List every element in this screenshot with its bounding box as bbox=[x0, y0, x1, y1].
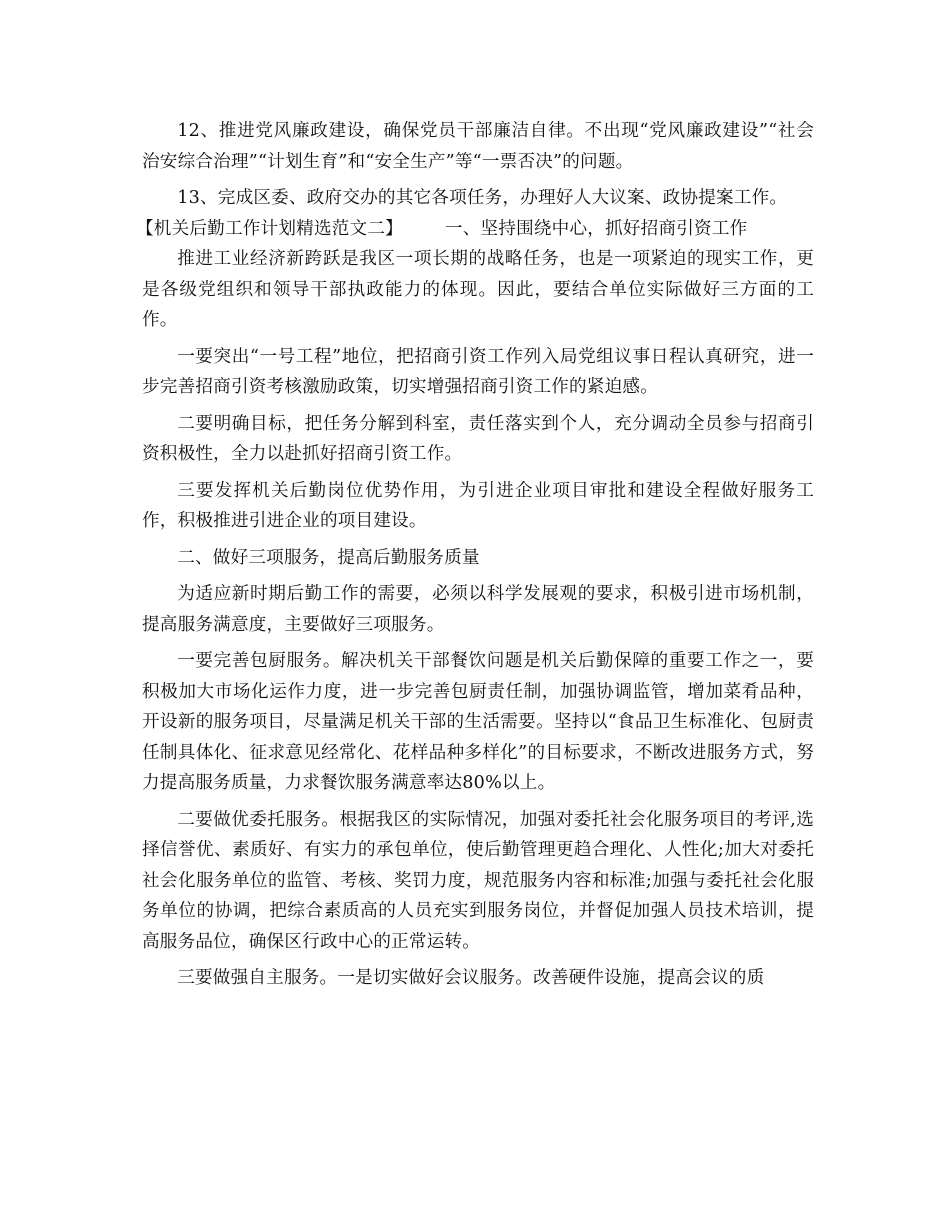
body-paragraph-8: 三要做强自主服务。一是切实做好会议服务。改善硬件设施，提高会议的质 bbox=[177, 968, 765, 988]
paragraph-13: 13、完成区委、政府交办的其它各项任务，办理好人大议案、政协提案工作。 bbox=[177, 188, 788, 208]
body-paragraph-2: 一要突出“一号工程”地位，把招商引资工作列入局党组议事日程认真研究，进一步完善招商引资考核激励政策，切实增强招商引资工作的紧迫感。 bbox=[142, 346, 814, 397]
body-paragraph-3: 二要明确目标，把任务分解到科室，责任落实到个人，充分调动全员参与招商引资积极性，全力以赴抓好招商引资工作。 bbox=[142, 413, 814, 464]
section-subtitle: 一、坚持围绕中心，抓好招商引资工作 bbox=[444, 218, 748, 239]
body-paragraph-1: 推进工业经济新跨跃是我区一项长期的战略任务，也是一项紧迫的现实工作，更是各级党组织和领导干部执政能力的体现。因此，要结合单位实际做好三方面的工作。 bbox=[142, 249, 814, 330]
body-paragraph-5: 为适应新时期后勤工作的需要，必须以科学发展观的要求，积极引进市场机制，提高服务满意度，主要做好三项服务。 bbox=[142, 584, 814, 635]
document-body bbox=[136, 116, 814, 994]
section-heading bbox=[136, 214, 814, 245]
subheading-2: 二、做好三项服务，提高后勤服务质量 bbox=[177, 547, 480, 568]
section-title: 【机关后勤工作计划精选范文二】 bbox=[136, 218, 403, 239]
body-paragraph-7: 二要做优委托服务。根据我区的实际情况，加强对委托社会化服务项目的考评,选择信誉优、素质好、有实力的承包单位，使后勤管理更趋合理化、人性化;加大对委托社会化服务单位的监管、考核、奖罚力度，规范服务内容和标准;加强与委托社会化服务单位的协调，把综合素质高的人员充实到服务岗位，并督促加强人员技术培训，提高服务品位，确保区行政中心的正常运转。 bbox=[142, 809, 814, 952]
body-paragraph-6: 一要完善包厨服务。解决机关干部餐饮问题是机关后勤保障的重要工作之一，要积极加大市场化运作力度，进一步完善包厨责任制，加强协调监管，增加菜肴品种，开设新的服务项目，尽量满足机关干部的生活需要。坚持以“食品卫生标准化、包厨责任制具体化、征求意见经常化、花样品种多样化”的目标要求，不断改进服务方式，努力提高服务质量，力求餐饮服务满意率达80%以上。 bbox=[142, 651, 814, 793]
body-paragraph-4: 三要发挥机关后勤岗位优势作用，为引进企业项目审批和建设全程做好服务工作，积极推进引进企业的项目建设。 bbox=[142, 480, 814, 531]
paragraph-12: 12、推进党风廉政建设，确保党员干部廉洁自律。不出现“党风廉政建设”“社会治安综合治理”“计划生育”和“安全生产”等“一票否决”的问题。 bbox=[142, 121, 814, 172]
